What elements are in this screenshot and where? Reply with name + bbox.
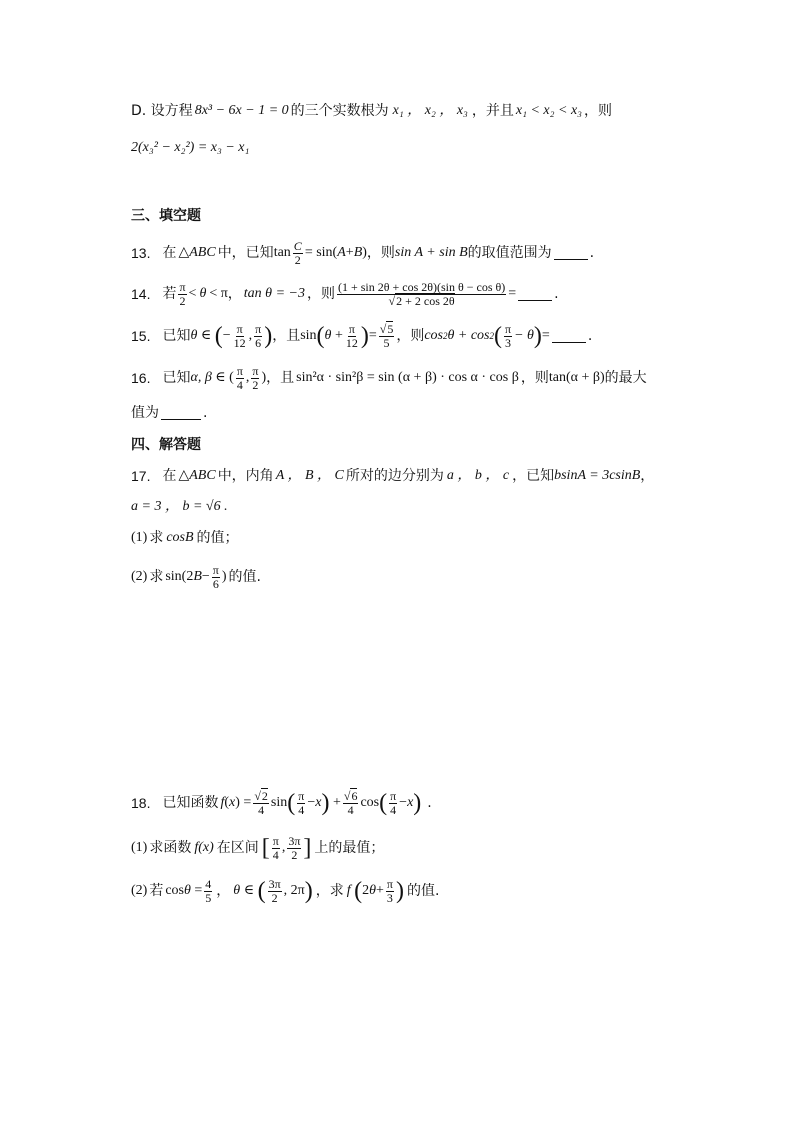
- q16-target: tan(α + β): [548, 370, 605, 385]
- q14-range: $\frac{\pi}{2}$ < θ < π: [179, 279, 228, 308]
- q17-text: 所对的边分别为: [345, 468, 444, 484]
- question-16-cont: [131, 406, 734, 420]
- q14-tan: tan θ = −3: [243, 286, 305, 301]
- question-16: [131, 362, 734, 394]
- q13-triangle: △ABC: [178, 245, 216, 260]
- q14-text: 若: [162, 286, 177, 302]
- q18-function: f ( x ) = $\frac{√2}{4}$ sin ( $\frac{\pi}{4}$ − x ) + $\frac{√6}{4}$ cos ( $\frac{\pi}{4}$ − x ): [220, 788, 422, 817]
- q17-sides: a ， b ， c: [446, 468, 510, 483]
- q17-triangle: △ABC: [178, 468, 216, 483]
- q16-text: 已知: [162, 370, 191, 386]
- q13-text: 中，已知: [217, 245, 274, 261]
- question-number: 17.: [131, 468, 151, 484]
- q17-text: 求: [149, 569, 164, 585]
- part-label: (1): [131, 530, 148, 545]
- q16-condition: sin²α · sin²β = sin (α + β) · cos α · cos β: [296, 370, 519, 385]
- part-label: (2): [131, 569, 148, 584]
- q18-theta-range: θ ∈ ( $\frac{3\pi}{2}$ , 2π ): [233, 876, 313, 905]
- q18-text: 已知函数: [162, 795, 219, 811]
- option-d-label: D. 设方程: [131, 103, 193, 119]
- q18-period: .: [427, 795, 432, 811]
- option-d-text2: ，并且: [471, 103, 514, 119]
- q15-condition: sin ( θ + $\frac{\pi}{12}$ ) = $\frac{√5}{5}$: [300, 321, 394, 350]
- q13-text: 的取值范围为: [467, 245, 552, 261]
- q13-condition: tan $\frac{C}{2}$ = sin( A + B ): [273, 238, 367, 267]
- section-title: 三、填空题: [131, 208, 201, 224]
- question-number: 15.: [131, 328, 151, 344]
- q17-expression: sin(2 B − $\frac{\pi}{6}$ ): [165, 562, 227, 591]
- q18-interval: [ $\frac{\pi}{4}$ , $\frac{3\pi}{2}$ ]: [261, 833, 312, 862]
- question-number: 16.: [131, 370, 151, 386]
- section-answer: [131, 438, 734, 452]
- option-d-roots: x₁ ， x₂ ， x₃: [392, 103, 468, 118]
- q16-text: 值为: [131, 405, 159, 421]
- q18-target: f ( 2 θ + $\frac{\pi}{3}$ ): [346, 876, 404, 905]
- q18-text: 求函数: [149, 840, 192, 856]
- q17-text: ，: [640, 468, 655, 484]
- question-number: 18.: [131, 795, 151, 811]
- q17-text: 求: [149, 530, 164, 546]
- q17-given: a = 3 ， b = √6 .: [131, 499, 228, 514]
- q17-text: 在: [162, 468, 177, 484]
- q13-text: 在: [162, 245, 177, 261]
- q13-period: .: [589, 245, 595, 261]
- answer-blank: [161, 407, 201, 420]
- q14-expression: $\frac{\text{(1 + sin 2θ + cos 2θ)(sin θ − cos θ)}}{√2 + 2 \cos 2\theta}$ =: [337, 279, 517, 308]
- question-15: [131, 320, 734, 352]
- q15-expression: cos 2 θ + cos 2 ( $\frac{\pi}{3}$ − θ ) =: [424, 321, 550, 350]
- question-17-given: [131, 500, 734, 514]
- q16-period: .: [203, 405, 208, 421]
- option-d-text1: 的三个实数根为: [290, 103, 389, 119]
- q17-text: 的值.: [228, 569, 261, 585]
- answer-blank: [518, 288, 552, 301]
- question-number: 14.: [131, 286, 151, 302]
- q15-period: .: [587, 328, 593, 344]
- question-number: 13.: [131, 245, 151, 261]
- q15-text: 已知: [162, 328, 191, 344]
- question-17-part1: [131, 531, 734, 545]
- q17-text: 中，内角: [217, 468, 274, 484]
- question-17: [131, 469, 734, 483]
- section-title: 四、解答题: [131, 437, 201, 453]
- part-label: (2): [131, 883, 148, 898]
- q18-text: 若: [149, 883, 164, 899]
- q18-text: 在区间: [216, 840, 259, 856]
- q18-fx: f(x): [194, 840, 214, 855]
- q14-text: ，: [227, 286, 242, 302]
- q15-text: ，则: [396, 328, 425, 344]
- q16-text: ，则: [520, 370, 549, 386]
- answer-blank: [552, 330, 586, 343]
- question-17-part2: [131, 562, 734, 592]
- q18-text: 上的最值；: [314, 840, 385, 856]
- q18-text: ，求: [315, 883, 344, 899]
- option-d-conclusion-line: [131, 141, 734, 155]
- q15-text: ，且: [272, 328, 301, 344]
- question-13: [131, 238, 734, 268]
- option-d-line: [131, 104, 734, 118]
- q16-text: 的最大: [604, 370, 647, 386]
- option-d-conclusion: 2(x₃² − x₂²) = x₃ − x₁: [131, 140, 250, 155]
- option-d-order: x₁ < x₂ < x₃: [515, 103, 583, 118]
- option-d-equation: 8x³ − 6x − 1 = 0: [194, 103, 289, 118]
- q18-cos: cos θ = $\frac{4}{5}$: [165, 876, 212, 905]
- q18-text: 的值.: [406, 883, 440, 899]
- option-d-text3: ，则: [584, 103, 613, 119]
- q13-text: ，则: [366, 245, 395, 261]
- q17-condition: bsinA = 3csinB: [554, 468, 641, 483]
- q14-text: ，则: [306, 286, 335, 302]
- question-18: [131, 786, 734, 820]
- q17-angles: A ， B ， C: [275, 468, 344, 483]
- answer-blank: [554, 247, 588, 260]
- part-label: (1): [131, 840, 148, 855]
- q15-range: θ ∈ ( − $\frac{\pi}{12}$ , $\frac{\pi}{6}$ ): [190, 321, 273, 350]
- question-18-part2: [131, 874, 734, 908]
- q16-text: ，且: [266, 370, 295, 386]
- question-18-part1: [131, 832, 734, 864]
- q14-period: .: [554, 286, 559, 302]
- q16-range: α, β ∈ ( $\frac{\pi}{4}$ , $\frac{\pi}{2}$ ): [190, 363, 267, 392]
- question-14: [131, 278, 734, 310]
- q13-expression: sin A + sin B: [394, 245, 468, 260]
- q17-text: 的值；: [196, 530, 239, 546]
- section-fill-blank: [131, 209, 734, 223]
- q17-text: ，已知: [512, 468, 555, 484]
- q17-cosB: cosB: [166, 530, 194, 545]
- q18-text: ，: [216, 883, 231, 899]
